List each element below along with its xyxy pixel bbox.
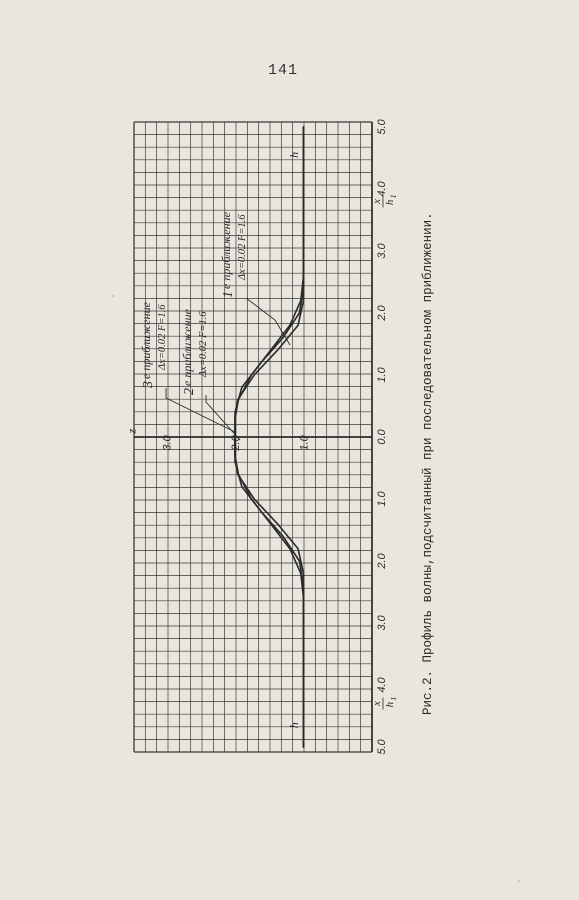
x-axis-label-subscript: 1 [389, 194, 398, 199]
approximation-title: е приближение [219, 212, 233, 289]
approximation-number: 3 [141, 381, 156, 388]
x-tick-label: 0.0 [376, 429, 388, 445]
approximation-number: 1 [221, 291, 236, 298]
z-tick-label: 3.0 [161, 435, 174, 451]
chart-labels [139, 211, 290, 440]
paper-speck [518, 880, 520, 882]
end-marker-label: h [287, 722, 302, 729]
approximation-label [139, 301, 168, 389]
x-axis-label-denominator: h [384, 199, 396, 206]
page-number: 141 [268, 62, 299, 79]
x-tick-label: 1.0 [376, 367, 388, 383]
approximation-label [219, 211, 248, 298]
x-axis-label [371, 697, 398, 710]
z-tick-label: 1.0 [298, 435, 311, 451]
approximation-number: 2 [182, 388, 197, 395]
z-tick-label: 2.0 [230, 435, 242, 451]
approximation-params: Δx=0.02 F=1.6 [237, 214, 248, 280]
chart-axes [125, 118, 398, 754]
paper-speck [112, 295, 114, 297]
x-tick-label: 5.0 [376, 119, 388, 135]
x-tick-label: 1.0 [376, 491, 388, 507]
approximation-title: е приближение [180, 309, 194, 386]
approximation-title: е приближение [139, 302, 153, 379]
end-marker-label: h [287, 151, 302, 158]
x-axis-label-numerator: x [371, 198, 383, 204]
x-tick-label: 2.0 [376, 553, 388, 569]
x-axis-label-denominator: h [384, 701, 396, 708]
x-tick-label: 3.0 [376, 243, 388, 259]
approximation-params: Δx=0.02 F=1.6 [157, 304, 168, 370]
x-tick-label: 5.0 [376, 739, 388, 755]
z-axis-label: z [124, 428, 139, 434]
x-tick-label: 4.0 [376, 181, 388, 197]
figure-caption: Рис.2. Профиль волны,подсчитанный при последовательном приближении. [421, 212, 435, 715]
x-axis-label-subscript: 1 [389, 696, 398, 701]
x-tick-label: 4.0 [376, 677, 388, 693]
approximation-label [180, 308, 209, 395]
x-tick-label: 3.0 [376, 615, 388, 631]
approximation-params: Δx=0.02 F=1.6 [198, 311, 209, 377]
x-tick-label: 2.0 [376, 305, 388, 321]
x-axis-label-numerator: x [371, 701, 383, 707]
